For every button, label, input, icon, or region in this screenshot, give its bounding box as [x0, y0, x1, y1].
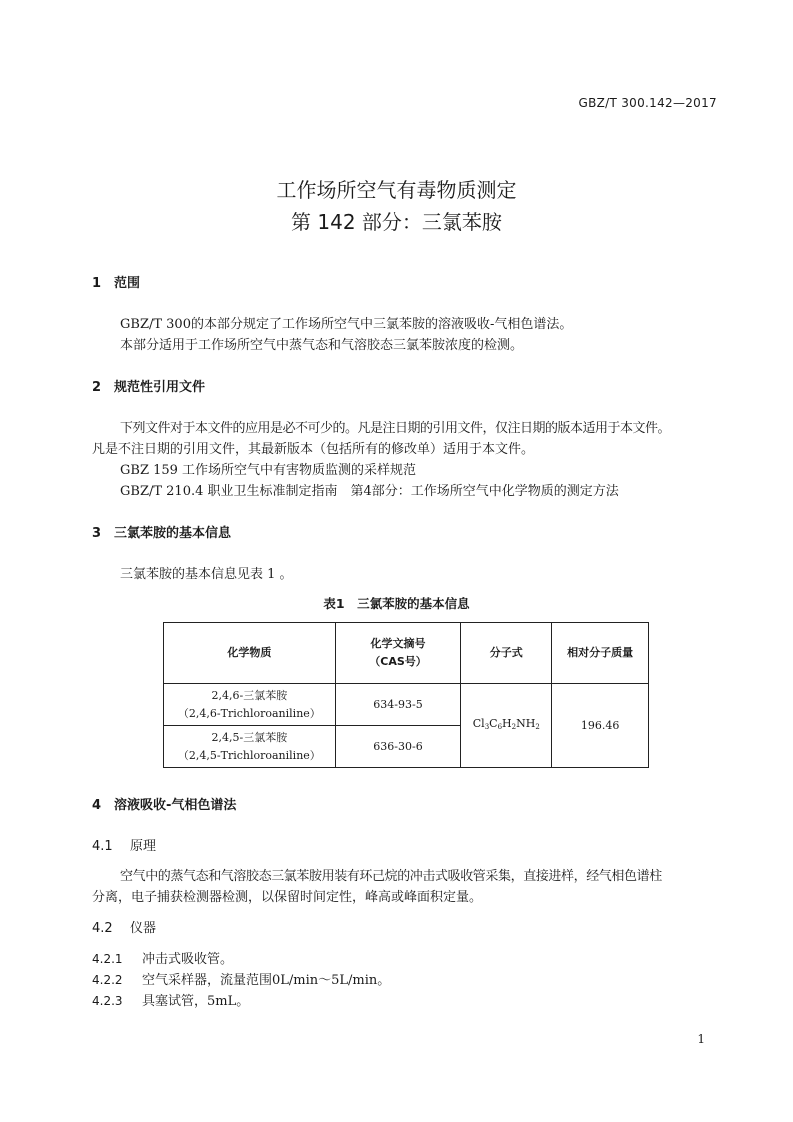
section-number: 4	[92, 798, 102, 813]
section-4-heading	[92, 794, 236, 813]
formula-part: H	[502, 717, 512, 730]
document-title: 工作场所空气有毒物质测定	[276, 178, 517, 202]
substance-name-en: （2,4,5-Trichloroaniline）	[177, 748, 321, 762]
page-number: 1	[697, 1032, 705, 1046]
list-item	[92, 990, 249, 1009]
section-1-heading	[92, 272, 140, 291]
table-row	[164, 684, 649, 726]
item-number: 4.2.2	[92, 973, 123, 987]
subsection-number: 4.1	[92, 839, 113, 854]
formula-subscript: 6	[497, 723, 503, 731]
header-cas	[335, 623, 461, 684]
substance-name-en: （2,4,6-Trichloroaniline）	[177, 706, 321, 720]
substance-cell	[164, 726, 336, 768]
section-number: 1	[92, 276, 102, 291]
paragraph: 凡是不注日期的引用文件，其最新版本（包括所有的修改单）适用于本文件。	[92, 442, 535, 457]
info-table	[163, 622, 649, 768]
header-cas-line2: （CAS号）	[369, 655, 427, 668]
section-title: 范围	[114, 276, 141, 291]
section-title: 三氯苯胺的基本信息	[114, 526, 232, 541]
formula-subscript: 2	[535, 723, 540, 731]
header-substance: 化学物质	[164, 623, 336, 684]
subsection-4-2-heading	[92, 917, 156, 936]
subsection-title: 仪器	[130, 921, 157, 936]
section-title: 溶液吸收-气相色谱法	[114, 798, 237, 813]
cas-cell: 634-93-5	[335, 684, 461, 726]
item-text: 冲击式吸收管。	[142, 952, 234, 967]
item-number: 4.2.3	[92, 994, 123, 1008]
item-text: 具塞试管，5mL。	[142, 994, 250, 1009]
section-2-heading	[92, 376, 205, 395]
formula-part: Cl	[472, 717, 485, 730]
section-number: 2	[92, 380, 102, 395]
formula-subscript: 2	[511, 723, 517, 731]
header-cas-line1: 化学文摘号	[370, 637, 426, 650]
mass-cell: 196.46	[552, 684, 649, 768]
reference-item: GBZ/T 210.4 职业卫生标准制定指南 第4部分：工作场所空气中化学物质的测定方法	[120, 484, 619, 499]
reference-item: GBZ 159 工作场所空气中有害物质监测的采样规范	[120, 463, 417, 478]
formula-cell	[461, 684, 552, 768]
item-text: 空气采样器，流量范围0L/min～5L/min。	[142, 973, 391, 988]
paragraph: GBZ/T 300的本部分规定了工作场所空气中三氯苯胺的溶液吸收-气相色谱法。	[120, 317, 573, 332]
subsection-4-1-heading	[92, 835, 156, 854]
section-number: 3	[92, 526, 102, 541]
formula-part: NH	[516, 717, 536, 730]
cas-cell: 636-30-6	[335, 726, 461, 768]
document-subtitle: 第 142 部分：三氯苯胺	[291, 210, 502, 234]
paragraph: 空气中的蒸气态和气溶胶态三氯苯胺用装有环己烷的冲击式吸收管采集，直接进样，经气相色谱柱	[120, 869, 662, 884]
section-3-heading	[92, 522, 231, 541]
list-item	[92, 969, 390, 988]
document-id: GBZ/T 300.142—2017	[578, 96, 717, 110]
paragraph: 分离，电子捕获检测器检测，以保留时间定性，峰高或峰面积定量。	[92, 890, 483, 905]
substance-cell	[164, 684, 336, 726]
paragraph: 三氯苯胺的基本信息见表 1 。	[120, 567, 293, 582]
table-header-row	[164, 623, 649, 684]
table-caption: 表1 三氯苯胺的基本信息	[323, 596, 470, 611]
header-mass: 相对分子质量	[552, 623, 649, 684]
item-number: 4.2.1	[92, 952, 123, 966]
section-title: 规范性引用文件	[114, 380, 206, 395]
formula-part: C	[489, 717, 498, 730]
formula-subscript: 3	[484, 723, 490, 731]
paragraph: 下列文件对于本文件的应用是必不可少的。凡是注日期的引用文件，仅注日期的版本适用于本文件。	[120, 421, 671, 436]
substance-name-cn: 2,4,5-三氯苯胺	[211, 730, 288, 744]
subsection-title: 原理	[130, 839, 157, 854]
list-item	[92, 948, 233, 967]
paragraph: 本部分适用于工作场所空气中蒸气态和气溶胶态三氯苯胺浓度的检测。	[120, 338, 524, 353]
subsection-number: 4.2	[92, 921, 113, 936]
header-formula: 分子式	[461, 623, 552, 684]
substance-name-cn: 2,4,6-三氯苯胺	[211, 688, 288, 702]
